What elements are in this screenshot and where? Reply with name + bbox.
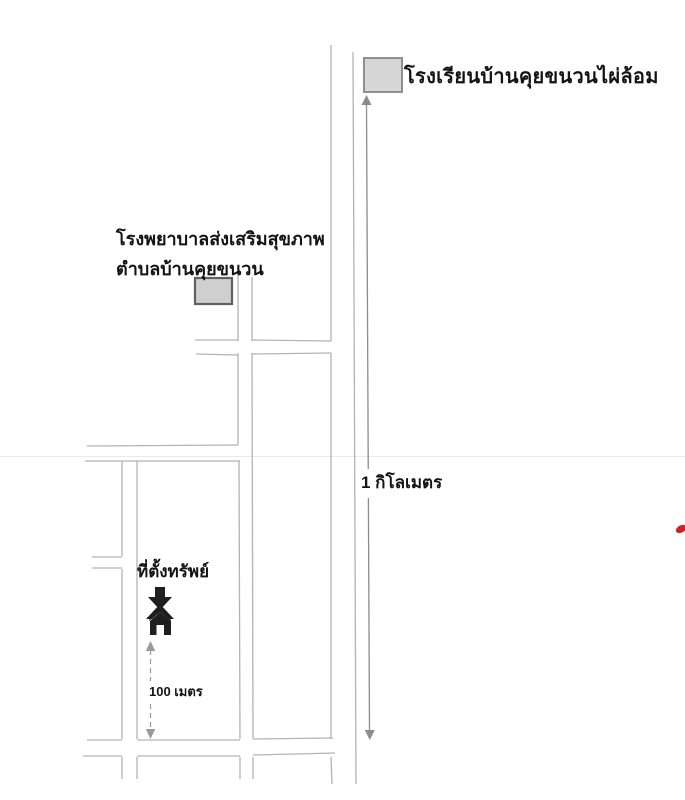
hospital-label-line2: ตำบลบ้านคุยขนวน bbox=[116, 259, 264, 279]
school-label: โรงเรียนบ้านคุยขนวนไผ่ล้อม bbox=[404, 66, 659, 88]
red-pen-mark bbox=[674, 523, 685, 535]
hospital-label bbox=[116, 224, 325, 284]
road-left-vertical bbox=[122, 461, 137, 779]
road-main-vertical bbox=[331, 45, 356, 784]
hospital-label-line1: โรงพยาบาลส่งเสริมสุขภาพ bbox=[116, 229, 325, 249]
house-door bbox=[157, 625, 165, 635]
road-middle-vertical bbox=[238, 272, 253, 779]
arrow-up-icon bbox=[146, 641, 155, 651]
road-middle-horizontal bbox=[85, 445, 240, 461]
road-hospital-horizontal bbox=[195, 340, 331, 355]
kilometer-scale-label: 1 กิโลเมตร bbox=[359, 469, 446, 498]
arrow-up-icon bbox=[362, 95, 372, 105]
road-bottom-horizontal bbox=[83, 738, 335, 756]
road-left-stub bbox=[92, 557, 122, 568]
property-location-label: ที่ตั้งทรัพย์ bbox=[137, 562, 210, 581]
road-lines bbox=[83, 45, 356, 784]
kilometer-scale-arrow bbox=[362, 95, 375, 740]
school-marker-square bbox=[364, 58, 402, 92]
meter-scale-label: 100 เมตร bbox=[146, 681, 206, 702]
arrow-down-icon bbox=[365, 730, 375, 740]
arrow-down-icon bbox=[146, 729, 155, 739]
house-icon bbox=[146, 604, 174, 635]
